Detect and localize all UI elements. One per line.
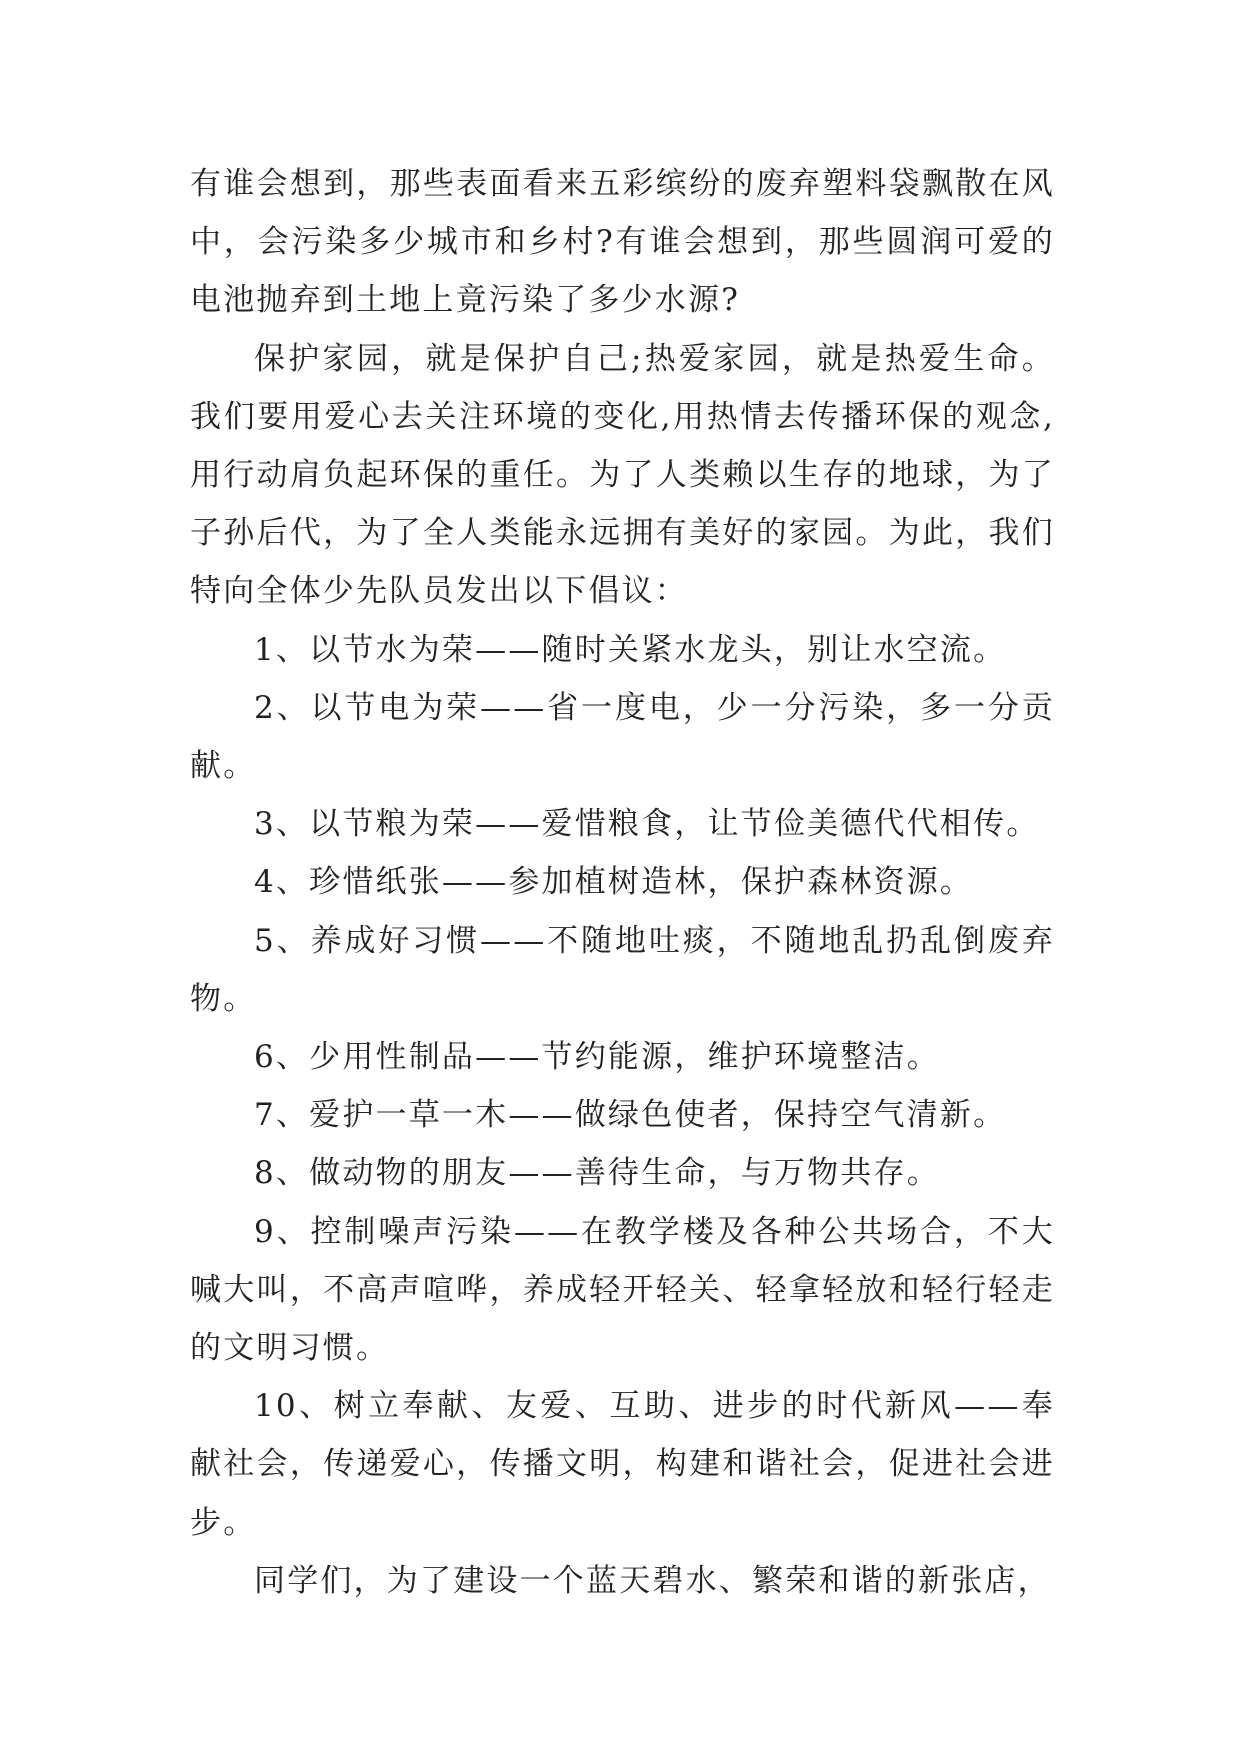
proposal-item-1: 1、以节水为荣——随时关紧水龙头，别让水空流。: [254, 631, 1007, 668]
paragraph-intro: 有谁会想到，那些表面看来五彩缤纷的废弃塑料袋飘散在风中，会污染多少城市和乡村?有谁会想到，那些圆润可爱的电池抛弃到土地上竟污染了多少水源?: [190, 166, 1055, 319]
proposal-item-9: 9、控制噪声污染——在教学楼及各种公共场合，不大喊大叫，不高声喧哗，养成轻开轻关、轻拿轻放和轻行轻走的文明习惯。: [190, 1213, 1055, 1367]
proposal-item-5: 5、养成好习惯——不随地吐痰，不随地乱扔乱倒废弃物。: [190, 922, 1055, 1017]
proposal-item-7: 7、爱护一草一木——做绿色使者，保持空气清新。: [254, 1097, 1007, 1134]
document-body: [190, 155, 1055, 1610]
proposal-item-8: 8、做动物的朋友——善待生命，与万物共存。: [254, 1155, 940, 1192]
proposal-item-4: 4、珍惜纸张——参加植树造林，保护森林资源。: [254, 864, 974, 901]
proposal-item-10: 10、树立奉献、友爱、互助、进步的时代新风——奉献社会，传递爱心，传播文明，构建和谐社会，促进社会进步。: [190, 1388, 1055, 1541]
paragraph-call-to-action: 保护家园，就是保护自己;热爱家园，就是热爱生命。我们要用爱心去关注环境的变化,用热情去传播环保的观念,用行动肩负起环保的重任。为了人类赖以生存的地球，为了子孙后代，为了全人类能永远拥有美好的家园。为此，我们特向全体少先队员发出以下倡议：: [190, 340, 1055, 610]
proposal-item-6: 6、少用性制品——节约能源，维护环境整洁。: [254, 1039, 940, 1076]
proposal-item-2: 2、以节电为荣——省一度电，少一分污染，多一分贡献。: [190, 689, 1055, 785]
proposal-item-3: 3、以节粮为荣——爱惜粮食，让节俭美德代代相传。: [254, 806, 1040, 843]
paragraph-closing: 同学们，为了建设一个蓝天碧水、繁荣和谐的新张店，: [254, 1562, 1051, 1599]
